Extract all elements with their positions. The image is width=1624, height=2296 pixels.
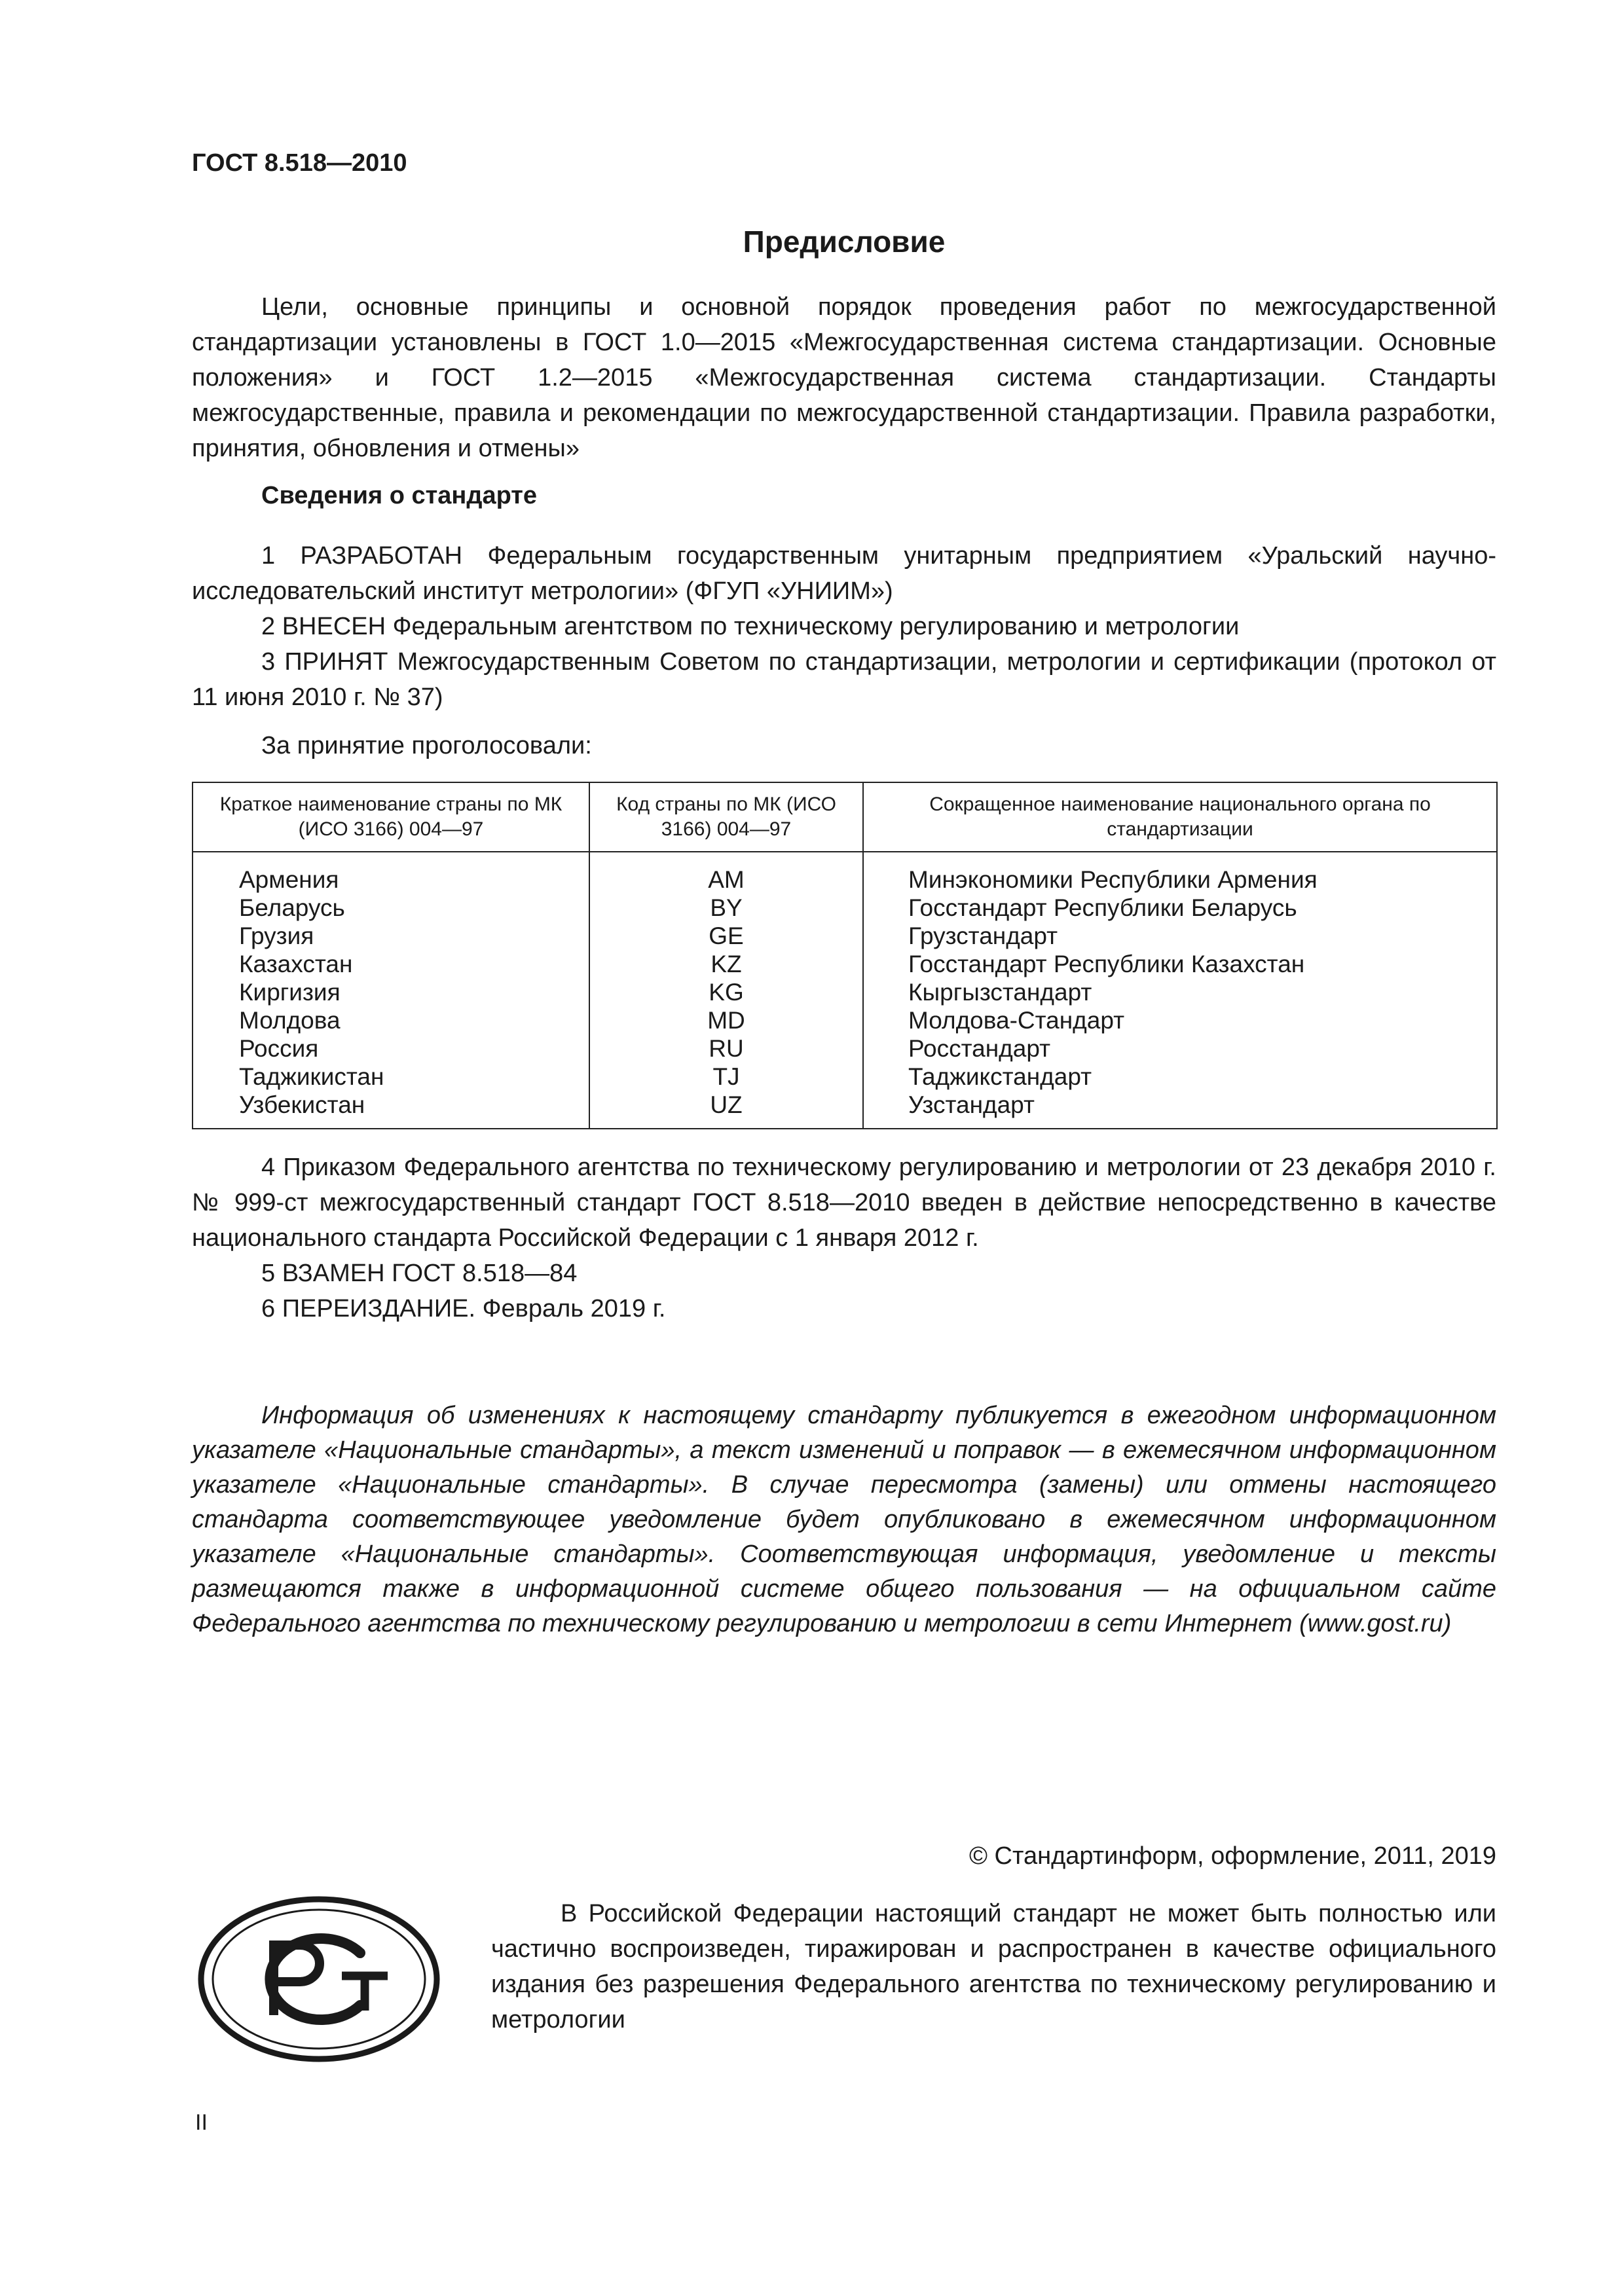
national-body: Госстандарт Республики Беларусь [863, 894, 1497, 922]
table-row [193, 1034, 1497, 1063]
country-name: Армения [193, 852, 589, 894]
standard-info-heading: Сведения о стандарте [261, 482, 538, 509]
national-body: Кыргызстандарт [863, 978, 1497, 1006]
national-body: Госстандарт Республики Казахстан [863, 950, 1497, 978]
info-item-1: 1 РАЗРАБОТАН Федеральным государственным унитарным предприятием «Уральский научно-исследовательский институт метрологии» (ФГУП «УНИИМ») [192, 542, 1496, 605]
header-country: Краткое наименование страны по МК (ИСО 3166) 004—97 [193, 782, 589, 852]
table-row [193, 1006, 1497, 1034]
country-name: Киргизия [193, 978, 589, 1006]
table-row [193, 1063, 1497, 1091]
info-item-6: 6 ПЕРЕИЗДАНИЕ. Февраль 2019 г. [261, 1295, 666, 1322]
country-code: BY [589, 894, 863, 922]
changes-info-notice: Информация об изменениях к настоящему стандарту публикуется в ежегодном информационном указателе «Национальные стандарты», а текст изменений и поправок — в ежемесячном информационном указателе «Национальные стандарты». В случае пересмотра (замены) или отмены настоящего стандарта соответствующее уведомление будет опубликовано в ежемесячном информационном указателе «Национальные стандарты». Соответствующая информация, уведомление и тексты размещаются также в информационной системе общего пользования — на официальном сайте Федерального агентства по техническому регулированию и метрологии в сети Интернет (www.gost.ru) [192, 1402, 1496, 1637]
table-row [193, 978, 1497, 1006]
table-row [193, 922, 1497, 950]
country-code: MD [589, 1006, 863, 1034]
national-body: Минэкономики Республики Армения [863, 852, 1497, 894]
document-code: ГОСТ 8.518—2010 [192, 149, 407, 177]
table-row [193, 1091, 1497, 1129]
table-row [193, 950, 1497, 978]
country-name: Таджикистан [193, 1063, 589, 1091]
page-number: II [195, 2110, 208, 2135]
country-name: Россия [193, 1034, 589, 1063]
country-name: Казахстан [193, 950, 589, 978]
table-header-row [193, 782, 1497, 852]
info-item-4: 4 Приказом Федерального агентства по техническому регулированию и метрологии от 23 декабря 2010 г. № 999-ст межгосударственный стандарт ГОСТ 8.518—2010 введен в действие непосредственно в качестве национального стандарта Российской Федерации с 1 января 2012 г. [192, 1154, 1496, 1252]
country-code: AM [589, 852, 863, 894]
header-code: Код страны по МК (ИСО 3166) 004—97 [589, 782, 863, 852]
country-name: Беларусь [193, 894, 589, 922]
national-body: Узстандарт [863, 1091, 1497, 1129]
header-national-body: Сокращенное наименование национального органа по стандартизации [863, 782, 1497, 852]
country-code: GE [589, 922, 863, 950]
national-body: Росстандарт [863, 1034, 1497, 1063]
country-code: KZ [589, 950, 863, 978]
country-code: UZ [589, 1091, 863, 1129]
rights-notice: В Российской Федерации настоящий стандарт не может быть полностью или частично воспроизведен, тиражирован и распространен в качестве официального издания без разрешения Федерального агентства по техническому регулированию и метрологии [491, 1900, 1496, 2033]
intro-paragraph: Цели, основные принципы и основной порядок проведения работ по межгосударственной стандартизации установлены в ГОСТ 1.0—2015 «Межгосударственная система стандартизации. Основные положения» и ГОСТ 1.2—2015 «Межгосударственная система стандартизации. Стандарты межгосударственные, правила и рекомендации по межгосударственной стандартизации. Правила разработки, принятия, обновления и отмены» [192, 293, 1496, 462]
table-row [193, 852, 1497, 894]
voting-countries-table [192, 782, 1498, 1129]
national-body: Грузстандарт [863, 922, 1497, 950]
country-code: TJ [589, 1063, 863, 1091]
info-item-5: 5 ВЗАМЕН ГОСТ 8.518—84 [261, 1260, 578, 1287]
mark-text: РСТ [312, 2052, 325, 2060]
country-code: RU [589, 1034, 863, 1063]
copyright-line: © Стандартинформ, оформление, 2011, 2019 [969, 1842, 1496, 1870]
country-code: KG [589, 978, 863, 1006]
info-item-2: 2 ВНЕСЕН Федеральным агентством по техническому регулированию и метрологии [261, 613, 1240, 640]
info-item-3: 3 ПРИНЯТ Межгосударственным Советом по стандартизации, метрологии и сертификации (протокол от 11 июня 2010 г. № 37) [192, 648, 1496, 711]
country-name: Узбекистан [193, 1091, 589, 1129]
country-name: Грузия [193, 922, 589, 950]
national-body: Таджикстандарт [863, 1063, 1497, 1091]
vote-label: За принятие проголосовали: [261, 732, 592, 759]
table-row [193, 894, 1497, 922]
after-table-block [192, 1150, 1496, 1326]
page-title: Предисловие [743, 225, 946, 259]
gost-r-certification-mark-icon [196, 1894, 442, 2064]
country-name: Молдова [193, 1006, 589, 1034]
national-body: Молдова-Стандарт [863, 1006, 1497, 1034]
standard-info-block [192, 538, 1496, 763]
